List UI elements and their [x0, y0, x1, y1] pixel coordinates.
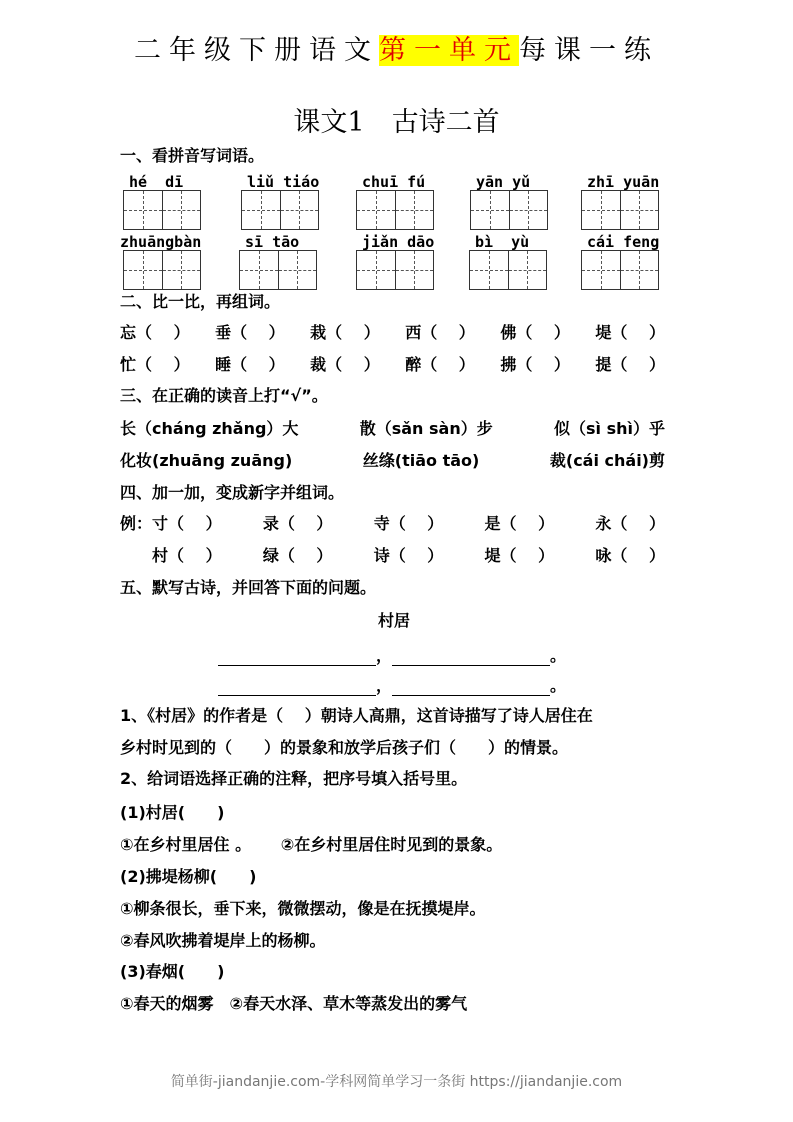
grid-cell[interactable]: [357, 191, 396, 229]
grid-cell[interactable]: [240, 251, 279, 289]
item: 绿（ ）: [262, 546, 333, 565]
item: 例：寸（ ）: [120, 514, 222, 533]
blank-line[interactable]: [218, 679, 376, 696]
grid-cell[interactable]: [396, 191, 434, 229]
section1-heading: 一、看拼音写词语。: [120, 146, 265, 165]
pinyin-label: sī tāo: [245, 233, 300, 251]
grid-cell[interactable]: [281, 191, 319, 229]
item: 似（sì shì）乎: [554, 419, 665, 438]
grid-cell[interactable]: [470, 251, 509, 289]
writing-grid[interactable]: [239, 250, 317, 290]
pronounce-row-1: [120, 419, 665, 439]
item: 睡（ ）: [215, 355, 285, 374]
grid-cell[interactable]: [396, 251, 434, 289]
question-1a: 1、《村居》的作者是（ ）朝诗人高鼎，这首诗描写了诗人居住在: [120, 706, 593, 725]
part-3-options: ①春天的烟雾 ②春天水泽、草木等蒸发出的雾气: [120, 994, 468, 1013]
item: 丝绦(tiāo tāo): [362, 451, 480, 470]
item: 醉（ ）: [405, 355, 475, 374]
grid-cell[interactable]: [163, 191, 201, 229]
grid-cell[interactable]: [279, 251, 317, 289]
blank-line[interactable]: [218, 649, 376, 666]
writing-grid[interactable]: [581, 190, 659, 230]
pinyin-label: yān yǔ: [476, 173, 531, 191]
item: 录（ ）: [262, 514, 333, 533]
add-row-2: [120, 546, 665, 566]
question-2: 2、给词语选择正确的注释，把序号填入括号里。: [120, 769, 468, 788]
poem-line-1: [218, 646, 566, 666]
compare-row-1: [120, 323, 665, 343]
writing-grid[interactable]: [241, 190, 319, 230]
pinyin-label: zhuāngbàn: [120, 233, 202, 251]
title-suffix: 每课一练: [519, 35, 659, 66]
part-2-option-2: ②春风吹拂着堤岸上的杨柳。: [120, 931, 326, 950]
add-row-1: [120, 514, 665, 534]
compare-row-2: [120, 355, 665, 375]
item: 栽（ ）: [310, 323, 380, 342]
writing-grid[interactable]: [123, 250, 201, 290]
grid-cell[interactable]: [582, 251, 621, 289]
part-2-option-1: ①柳条很长，垂下来，微微摆动，像是在抚摸堤岸。: [120, 899, 486, 918]
footer-watermark: 简单街-jiandanjie.com-学科网简单学习一条街 https://jiandanjie.com: [170, 1074, 623, 1090]
grid-cell[interactable]: [510, 191, 548, 229]
title-prefix: 二年级下册语文: [134, 35, 379, 66]
item: 垂（ ）: [215, 323, 285, 342]
pinyin-label: cái feng: [587, 233, 660, 251]
blank-line[interactable]: [392, 679, 550, 696]
item: 裁（ ）: [310, 355, 380, 374]
item: 散（sǎn sàn）步: [359, 419, 493, 438]
question-1b: 乡村时见到的（ ）的景象和放学后孩子们（ ）的情景。: [120, 738, 569, 757]
grid-cell[interactable]: [471, 191, 510, 229]
item: 忙（ ）: [120, 355, 190, 374]
lesson-title: 课文1 古诗二首: [293, 107, 500, 138]
grid-cell[interactable]: [242, 191, 281, 229]
period: 。: [550, 676, 567, 695]
writing-grid[interactable]: [356, 250, 434, 290]
part-3: (3)春烟( ): [120, 962, 225, 981]
part-1-options: ①在乡村里居住 。 ②在乡村里居住时见到的景象。: [120, 835, 503, 854]
pinyin-label: chuī fú: [362, 173, 426, 191]
item: 堤（ ）: [595, 323, 665, 342]
grid-cell[interactable]: [357, 251, 396, 289]
section3-heading: 三、在正确的读音上打“√”。: [120, 386, 328, 405]
item: 提（ ）: [595, 355, 665, 374]
writing-grid[interactable]: [469, 250, 547, 290]
comma: ，: [376, 646, 393, 665]
item: 佛（ ）: [500, 323, 570, 342]
item: 西（ ）: [405, 323, 475, 342]
part-2: (2)拂堤杨柳( ): [120, 867, 257, 886]
item: 化妆(zhuāng zuāng): [120, 451, 293, 470]
grid-cell[interactable]: [621, 251, 659, 289]
section5-heading: 五、默写古诗，并回答下面的问题。: [120, 578, 377, 597]
pinyin-label: bì yù: [475, 233, 530, 251]
grid-cell[interactable]: [582, 191, 621, 229]
section4-heading: 四、加一加，变成新字并组词。: [120, 483, 345, 502]
pinyin-label: zhī yuān: [587, 173, 660, 191]
writing-grid[interactable]: [123, 190, 201, 230]
grid-cell[interactable]: [124, 251, 163, 289]
item: 忘（ ）: [120, 323, 190, 342]
grid-cell[interactable]: [509, 251, 547, 289]
item: 堤（ ）: [484, 546, 555, 565]
poem-title: 村居: [378, 611, 411, 630]
blank-line[interactable]: [392, 649, 550, 666]
grid-cell[interactable]: [163, 251, 201, 289]
pinyin-label: liǔ tiáo: [247, 173, 320, 191]
item: 永（ ）: [595, 514, 665, 533]
period: 。: [550, 646, 567, 665]
item: 咏（ ）: [595, 546, 665, 565]
writing-grid[interactable]: [470, 190, 548, 230]
item: 拂（ ）: [500, 355, 570, 374]
item: 是（ ）: [484, 514, 555, 533]
writing-grid[interactable]: [581, 250, 659, 290]
item: 诗（ ）: [373, 546, 444, 565]
item: 长（cháng zhǎng）大: [120, 419, 299, 438]
writing-grid[interactable]: [356, 190, 434, 230]
pronounce-row-2: [120, 451, 665, 471]
item: 裁(cái chái)剪: [549, 451, 665, 470]
pinyin-label: hé dī: [129, 173, 184, 191]
item: 村（ ）: [120, 546, 222, 565]
section2-heading: 二、比一比，再组词。: [120, 292, 281, 311]
grid-cell[interactable]: [124, 191, 163, 229]
item: 寺（ ）: [373, 514, 444, 533]
grid-cell[interactable]: [621, 191, 659, 229]
pinyin-label: jiǎn dāo: [362, 233, 435, 251]
part-1: (1)村居( ): [120, 803, 225, 822]
comma: ，: [376, 676, 393, 695]
poem-line-2: [218, 676, 566, 696]
title-highlight: 第一单元: [379, 35, 519, 66]
page-title: [0, 28, 793, 67]
